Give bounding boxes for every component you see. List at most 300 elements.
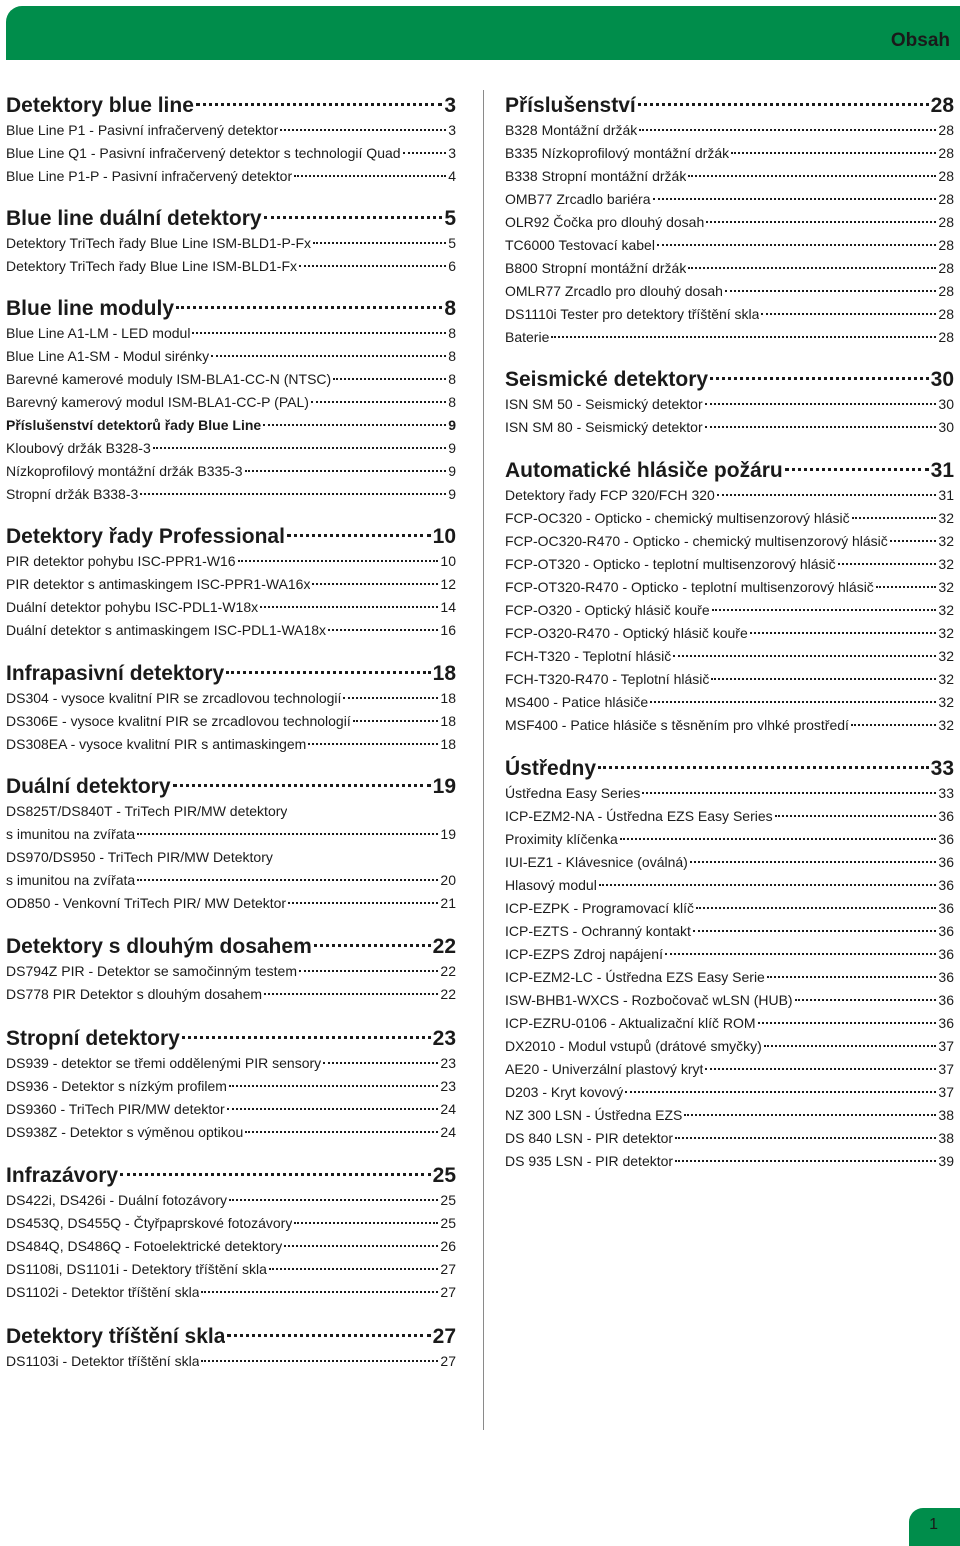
- section-gap: [505, 439, 954, 458]
- toc-section: [6, 296, 456, 506]
- dot-leader: [890, 540, 937, 542]
- section-page-number: 23: [432, 1027, 456, 1050]
- entry-page-number: 32: [938, 556, 954, 572]
- toc-entry[interactable]: [6, 869, 456, 892]
- entry-page-number: 9: [448, 486, 456, 502]
- dot-leader: [650, 701, 936, 703]
- toc-entry[interactable]: [6, 1212, 456, 1235]
- dot-leader: [284, 1245, 438, 1247]
- dot-leader: [665, 953, 936, 955]
- toc-entry[interactable]: [505, 668, 954, 691]
- entry-title: TC6000 Testovací kabel: [505, 237, 655, 253]
- toc-entry[interactable]: [6, 165, 456, 188]
- entry-title: DS1103i - Detektor tříštění skla: [6, 1353, 200, 1369]
- entry-title: ICP-EZPK - Programovací klíč: [505, 900, 695, 916]
- toc-right-column: [505, 93, 954, 1173]
- dot-leader: [238, 560, 439, 562]
- toc-entry[interactable]: [505, 303, 954, 326]
- entry-page-number: 36: [938, 808, 954, 824]
- section-title: Detektory blue line: [6, 94, 194, 117]
- toc-entry[interactable]: [6, 1075, 456, 1098]
- section-page-number: 5: [444, 207, 456, 230]
- toc-entry[interactable]: [6, 1121, 456, 1144]
- entry-title: ISN SM 80 - Seismický detektor: [505, 419, 703, 435]
- toc-entry[interactable]: [6, 1258, 456, 1281]
- entry-title: Příslušenství detektorů řady Blue Line: [6, 417, 262, 433]
- entry-title: ICP-EZRU-0106 - Aktualizační klíč ROM: [505, 1015, 756, 1031]
- toc-section: [6, 934, 456, 1006]
- entry-page-number: 37: [938, 1038, 954, 1054]
- toc-section-heading[interactable]: [505, 458, 954, 484]
- entry-page-number: 10: [440, 553, 456, 569]
- entry-title: DS778 PIR Detektor s dlouhým dosahem: [6, 986, 263, 1002]
- entry-title: ISW-BHB1-WXCS - Rozbočovač wLSN (HUB): [505, 992, 793, 1008]
- toc-entry[interactable]: [505, 599, 954, 622]
- entry-title: Blue Line A1-LM - LED modul: [6, 325, 191, 341]
- entry-title: DS939 - detektor se třemi oddělenými PIR sensory: [6, 1055, 322, 1071]
- entry-page-number: 39: [938, 1153, 954, 1169]
- dot-leader: [690, 861, 937, 863]
- toc-entry[interactable]: [505, 553, 954, 576]
- entry-title: PIR detektor pohybu ISC-PPR1-W16: [6, 553, 236, 569]
- entry-page-number: 4: [448, 168, 456, 184]
- entry-title: Barevný kamerový modul ISM-BLA1-CC-P (PAL): [6, 394, 309, 410]
- entry-page-number: 14: [440, 599, 456, 615]
- entry-title: FCH-T320-R470 - Teplotní hlásič: [505, 671, 710, 687]
- section-title: Blue line duální detektory: [6, 207, 262, 230]
- entry-title: DS936 - Detektor s nízkým profilem: [6, 1078, 227, 1094]
- entry-page-number: 38: [938, 1130, 954, 1146]
- dot-leader: [725, 290, 937, 292]
- entry-title: OD850 - Venkovní TriTech PIR/ MW Detektor: [6, 895, 287, 911]
- dot-leader: [705, 426, 937, 428]
- entry-title: Baterie: [505, 329, 550, 345]
- entry-page-number: 28: [938, 122, 954, 138]
- entry-page-number: 32: [938, 694, 954, 710]
- dot-leader: [264, 993, 438, 995]
- toc-entry[interactable]: [6, 1235, 456, 1258]
- entry-page-number: 3: [448, 145, 456, 161]
- toc-section-heading[interactable]: [6, 206, 456, 232]
- entry-title: MSF400 - Patice hlásiče s těsněním pro vlhké prostředí: [505, 717, 849, 733]
- entry-page-number: 12: [440, 576, 456, 592]
- dot-leader: [299, 970, 438, 972]
- entry-title: DS453Q, DS455Q - Čtyřpaprskové fotozávory: [6, 1215, 293, 1231]
- dot-leader: [288, 902, 438, 904]
- dot-leader: [673, 655, 936, 657]
- dot-leader: [314, 944, 431, 947]
- entry-title: Blue Line Q1 - Pasivní infračervený detektor s technologií Quad: [6, 145, 401, 161]
- entry-title: DS794Z PIR - Detektor se samočinným testem: [6, 963, 297, 979]
- dot-leader: [731, 152, 936, 154]
- toc-entry[interactable]: [505, 165, 954, 188]
- section-page-number: 31: [930, 459, 954, 482]
- dot-leader: [758, 1022, 937, 1024]
- dot-leader: [308, 743, 438, 745]
- entry-page-number: 28: [938, 306, 954, 322]
- entry-page-number: 28: [938, 260, 954, 276]
- dot-leader: [639, 129, 936, 131]
- toc-section: [6, 774, 456, 915]
- dot-leader: [311, 401, 446, 403]
- section-page-number: 22: [432, 935, 456, 958]
- toc-entry[interactable]: [6, 1098, 456, 1121]
- toc-entry[interactable]: [505, 416, 954, 439]
- toc-entry[interactable]: [6, 983, 456, 1006]
- dot-leader: [675, 1160, 936, 1162]
- dot-leader: [851, 724, 936, 726]
- entry-page-number: 23: [440, 1078, 456, 1094]
- toc-entry[interactable]: [505, 484, 954, 507]
- entry-page-number: 32: [938, 717, 954, 733]
- entry-title: ISN SM 50 - Seismický detektor: [505, 396, 703, 412]
- entry-title: Detektory řady FCP 320/FCH 320: [505, 487, 715, 503]
- section-page-number: 33: [930, 757, 954, 780]
- dot-leader: [196, 103, 442, 106]
- entry-title: DS9360 - TriTech PIR/MW detektor: [6, 1101, 225, 1117]
- entry-title: DS 840 LSN - PIR detektor: [505, 1130, 674, 1146]
- entry-page-number: 28: [938, 283, 954, 299]
- toc-entry[interactable]: [505, 805, 954, 828]
- toc-entry[interactable]: [6, 800, 456, 823]
- toc-entry[interactable]: [6, 892, 456, 915]
- toc-entry[interactable]: [6, 596, 456, 619]
- entry-page-number: 22: [440, 986, 456, 1002]
- entry-title: DS825T/DS840T - TriTech PIR/MW detektory: [6, 803, 288, 819]
- entry-title: FCP-O320-R470 - Optický hlásič kouře: [505, 625, 748, 641]
- toc-entry[interactable]: [6, 368, 456, 391]
- toc-entry[interactable]: [505, 828, 954, 851]
- entry-title: OMLR77 Zrcadlo pro dlouhý dosah: [505, 283, 723, 299]
- section-title: Stropní detektory: [6, 1027, 180, 1050]
- entry-page-number: 25: [440, 1192, 456, 1208]
- toc-entry[interactable]: [505, 1127, 954, 1150]
- entry-title: Proximity klíčenka: [505, 831, 618, 847]
- section-page-number: 30: [930, 368, 954, 391]
- toc-entry[interactable]: [6, 710, 456, 733]
- section-title: Infrazávory: [6, 1164, 119, 1187]
- header-band: [0, 0, 960, 62]
- toc-entry[interactable]: [505, 188, 954, 211]
- entry-page-number: 27: [440, 1284, 456, 1300]
- entry-page-number: 24: [440, 1101, 456, 1117]
- dot-leader: [657, 244, 936, 246]
- entry-page-number: 20: [440, 872, 456, 888]
- toc-entry[interactable]: [505, 507, 954, 530]
- dot-leader: [642, 792, 936, 794]
- section-gap: [505, 349, 954, 367]
- entry-title: s imunitou na zvířata: [6, 872, 136, 888]
- entry-page-number: 18: [440, 713, 456, 729]
- entry-title: OMB77 Zrcadlo bariéra: [505, 191, 651, 207]
- dot-leader: [693, 930, 936, 932]
- dot-leader: [226, 671, 430, 674]
- entry-page-number: 8: [448, 348, 456, 364]
- toc-entry[interactable]: [505, 119, 954, 142]
- entry-title: DX2010 - Modul vstupů (drátové smyčky): [505, 1038, 762, 1054]
- entry-page-number: 8: [448, 371, 456, 387]
- toc-entry[interactable]: [6, 1281, 456, 1304]
- section-page-number: 28: [930, 94, 954, 117]
- dot-leader: [140, 493, 446, 495]
- entry-page-number: 36: [938, 946, 954, 962]
- toc-left-column: [6, 93, 456, 1373]
- entry-page-number: 38: [938, 1107, 954, 1123]
- entry-title: Detektory TriTech řady Blue Line ISM-BLD1-P-Fx: [6, 235, 311, 251]
- entry-title: Detektory TriTech řady Blue Line ISM-BLD1-Fx: [6, 258, 297, 274]
- section-gap: [505, 737, 954, 756]
- section-page-number: 8: [444, 297, 456, 320]
- dot-leader: [705, 1068, 936, 1070]
- dot-leader: [137, 879, 438, 881]
- toc-section-heading[interactable]: [6, 661, 456, 687]
- entry-page-number: 22: [440, 963, 456, 979]
- section-page-number: 10: [432, 525, 456, 548]
- toc-entry[interactable]: [6, 232, 456, 255]
- toc-entry[interactable]: [505, 211, 954, 234]
- dot-leader: [599, 884, 937, 886]
- entry-title: Blue Line P1 - Pasivní infračervený detektor: [6, 122, 279, 138]
- entry-page-number: 32: [938, 510, 954, 526]
- entry-page-number: 27: [440, 1353, 456, 1369]
- toc-entry[interactable]: [6, 1189, 456, 1212]
- toc-section-heading[interactable]: [6, 1026, 456, 1052]
- toc-entry[interactable]: [505, 943, 954, 966]
- toc-entry[interactable]: [505, 280, 954, 303]
- entry-page-number: 37: [938, 1084, 954, 1100]
- toc-entry[interactable]: [505, 782, 954, 805]
- toc-entry[interactable]: [6, 1350, 456, 1373]
- toc-entry[interactable]: [505, 874, 954, 897]
- toc-entry[interactable]: [6, 619, 456, 642]
- toc-section: [6, 1026, 456, 1144]
- toc-entry[interactable]: [505, 234, 954, 257]
- dot-leader: [182, 1036, 431, 1039]
- dot-leader: [245, 1131, 438, 1133]
- toc-section-heading[interactable]: [505, 93, 954, 119]
- section-title: Detektory tříštění skla: [6, 1325, 226, 1348]
- toc-entry[interactable]: [505, 1035, 954, 1058]
- toc-entry[interactable]: [505, 645, 954, 668]
- toc-section-heading[interactable]: [6, 524, 456, 550]
- entry-title: IUI-EZ1 - Klávesnice (oválná): [505, 854, 688, 870]
- dot-leader: [211, 355, 446, 357]
- dot-leader: [229, 1199, 438, 1201]
- toc-entry[interactable]: [6, 1052, 456, 1075]
- entry-title: Duální detektor pohybu ISC-PDL1-W18x: [6, 599, 259, 615]
- toc-entry[interactable]: [505, 393, 954, 416]
- toc-entry[interactable]: [505, 691, 954, 714]
- toc-entry[interactable]: [505, 920, 954, 943]
- toc-entry[interactable]: [6, 460, 456, 483]
- dot-leader: [201, 1360, 438, 1362]
- entry-page-number: 36: [938, 992, 954, 1008]
- toc-entry[interactable]: [505, 326, 954, 349]
- toc-entry[interactable]: [6, 823, 456, 846]
- dot-leader: [675, 1137, 936, 1139]
- dot-leader: [192, 332, 446, 334]
- section-title: Detektory řady Professional: [6, 525, 285, 548]
- entry-title: Duální detektor s antimaskingem ISC-PDL1-WA18x: [6, 622, 327, 638]
- entry-page-number: 32: [938, 671, 954, 687]
- toc-section-heading[interactable]: [6, 1324, 456, 1350]
- page-title: Obsah: [890, 30, 950, 51]
- toc-entry[interactable]: [505, 622, 954, 645]
- section-title: Infrapasivní detektory: [6, 662, 225, 685]
- entry-title: D203 - Kryt kovový: [505, 1084, 624, 1100]
- toc-entry[interactable]: [6, 255, 456, 278]
- entry-page-number: 36: [938, 1015, 954, 1031]
- dot-leader: [176, 306, 442, 309]
- entry-title: Ústředna Easy Series: [505, 785, 641, 801]
- section-gap: [6, 642, 456, 661]
- toc-section-heading[interactable]: [6, 934, 456, 960]
- toc-entry[interactable]: [6, 345, 456, 368]
- toc-section-heading[interactable]: [505, 367, 954, 393]
- dot-leader: [625, 1091, 936, 1093]
- dot-leader: [688, 267, 936, 269]
- toc-entry[interactable]: [6, 733, 456, 756]
- toc-section-heading[interactable]: [6, 93, 456, 119]
- dot-leader: [876, 586, 937, 588]
- dot-leader: [403, 152, 447, 154]
- dot-leader: [323, 1062, 438, 1064]
- entry-page-number: 30: [938, 419, 954, 435]
- toc-entry[interactable]: [6, 142, 456, 165]
- toc-entry[interactable]: [505, 530, 954, 553]
- toc-entry[interactable]: [505, 966, 954, 989]
- dot-leader: [260, 606, 438, 608]
- section-title: Duální detektory: [6, 775, 171, 798]
- entry-page-number: 36: [938, 923, 954, 939]
- entry-page-number: 32: [938, 579, 954, 595]
- entry-title: FCP-OC320-R470 - Opticko - chemický multisenzorový hlásič: [505, 533, 888, 549]
- entry-title: DS 935 LSN - PIR detektor: [505, 1153, 674, 1169]
- dot-leader: [294, 175, 446, 177]
- entry-page-number: 32: [938, 625, 954, 641]
- entry-page-number: 25: [440, 1215, 456, 1231]
- entry-page-number: 23: [440, 1055, 456, 1071]
- entry-title: Nízkoprofilový montážní držák B335-3: [6, 463, 243, 479]
- toc-section-heading[interactable]: [6, 774, 456, 800]
- toc-section-heading[interactable]: [6, 1163, 456, 1189]
- toc-entry[interactable]: [505, 1081, 954, 1104]
- entry-page-number: 27: [440, 1261, 456, 1277]
- dot-leader: [312, 583, 438, 585]
- toc-entry[interactable]: [505, 1150, 954, 1173]
- dot-leader: [287, 534, 431, 537]
- dot-leader: [269, 1268, 438, 1270]
- entry-page-number: 9: [448, 463, 456, 479]
- toc-entry[interactable]: [505, 851, 954, 874]
- toc-entry[interactable]: [505, 576, 954, 599]
- entry-title: DS938Z - Detektor s výměnou optikou: [6, 1124, 244, 1140]
- entry-title: PIR detektor s antimaskingem ISC-PPR1-WA16x: [6, 576, 311, 592]
- entry-page-number: 6: [448, 258, 456, 274]
- section-title: Automatické hlásiče požáru: [505, 459, 783, 482]
- entry-page-number: 28: [938, 329, 954, 345]
- section-page-number: 27: [432, 1325, 456, 1348]
- toc-entry[interactable]: [6, 119, 456, 142]
- toc-entry[interactable]: [505, 1104, 954, 1127]
- entry-title: Stropní držák B338-3: [6, 486, 139, 502]
- column-divider: [483, 90, 484, 1430]
- dot-leader: [688, 175, 936, 177]
- toc-entry[interactable]: [505, 1012, 954, 1035]
- entry-page-number: 8: [448, 325, 456, 341]
- section-title: Ústředny: [505, 757, 597, 780]
- entry-page-number: 28: [938, 237, 954, 253]
- entry-page-number: 19: [440, 826, 456, 842]
- toc-entry[interactable]: [6, 687, 456, 710]
- entry-page-number: 36: [938, 831, 954, 847]
- entry-title: FCP-OT320 - Opticko - teplotní multisenzorový hlásič: [505, 556, 836, 572]
- entry-page-number: 33: [938, 785, 954, 801]
- toc-entry[interactable]: [505, 257, 954, 280]
- toc-section-heading[interactable]: [505, 756, 954, 782]
- entry-page-number: 8: [448, 394, 456, 410]
- entry-title: DS308EA - vysoce kvalitní PIR s antimaskingem: [6, 736, 307, 752]
- toc-entry[interactable]: [505, 142, 954, 165]
- toc-section: [6, 524, 456, 642]
- dot-leader: [120, 1173, 431, 1176]
- entry-title: Blue Line A1-SM - Modul sirénky: [6, 348, 210, 364]
- section-page-number: 19: [432, 775, 456, 798]
- entry-title: DS1108i, DS1101i - Detektory tříštění skla: [6, 1261, 267, 1277]
- entry-title: DS1110i Tester pro detektory tříštění skla: [505, 306, 760, 322]
- toc-entry[interactable]: [505, 1058, 954, 1081]
- section-title: Blue line moduly: [6, 297, 175, 320]
- entry-page-number: 30: [938, 396, 954, 412]
- toc-entry[interactable]: [6, 391, 456, 414]
- toc-entry[interactable]: [6, 550, 456, 573]
- toc-section: [6, 661, 456, 756]
- entry-title: Barevné kamerové moduly ISM-BLA1-CC-N (NTSC): [6, 371, 332, 387]
- toc-entry[interactable]: [505, 714, 954, 737]
- section-gap: [6, 1304, 456, 1324]
- dot-leader: [775, 815, 937, 817]
- page-number: 1: [929, 1516, 938, 1533]
- toc-entry[interactable]: [6, 573, 456, 596]
- toc-entry[interactable]: [6, 846, 456, 869]
- toc-entry[interactable]: [6, 414, 456, 437]
- toc-entry[interactable]: [505, 897, 954, 920]
- entry-title: Kloubový držák B328-3: [6, 440, 151, 456]
- toc-section: [505, 367, 954, 439]
- toc-entry[interactable]: [6, 483, 456, 506]
- toc-entry[interactable]: [6, 437, 456, 460]
- entry-page-number: 36: [938, 969, 954, 985]
- section-title: Příslušenství: [505, 94, 636, 117]
- dot-leader: [795, 999, 937, 1001]
- toc-section: [505, 93, 954, 349]
- toc-entry[interactable]: [505, 989, 954, 1012]
- toc-entry[interactable]: [6, 322, 456, 345]
- section-gap: [6, 756, 456, 774]
- entry-page-number: 5: [448, 235, 456, 251]
- dot-leader: [684, 1114, 936, 1116]
- dot-leader: [153, 447, 446, 449]
- dot-leader: [299, 265, 446, 267]
- section-page-number: 18: [432, 662, 456, 685]
- dot-leader: [620, 838, 937, 840]
- dot-leader: [263, 424, 446, 426]
- dot-leader: [264, 216, 443, 219]
- toc-section-heading[interactable]: [6, 296, 456, 322]
- entry-title: Hlasový modul: [505, 877, 597, 893]
- toc-entry[interactable]: [6, 960, 456, 983]
- entry-title: DS306E - vysoce kvalitní PIR se zrcadlovou technologií: [6, 713, 351, 729]
